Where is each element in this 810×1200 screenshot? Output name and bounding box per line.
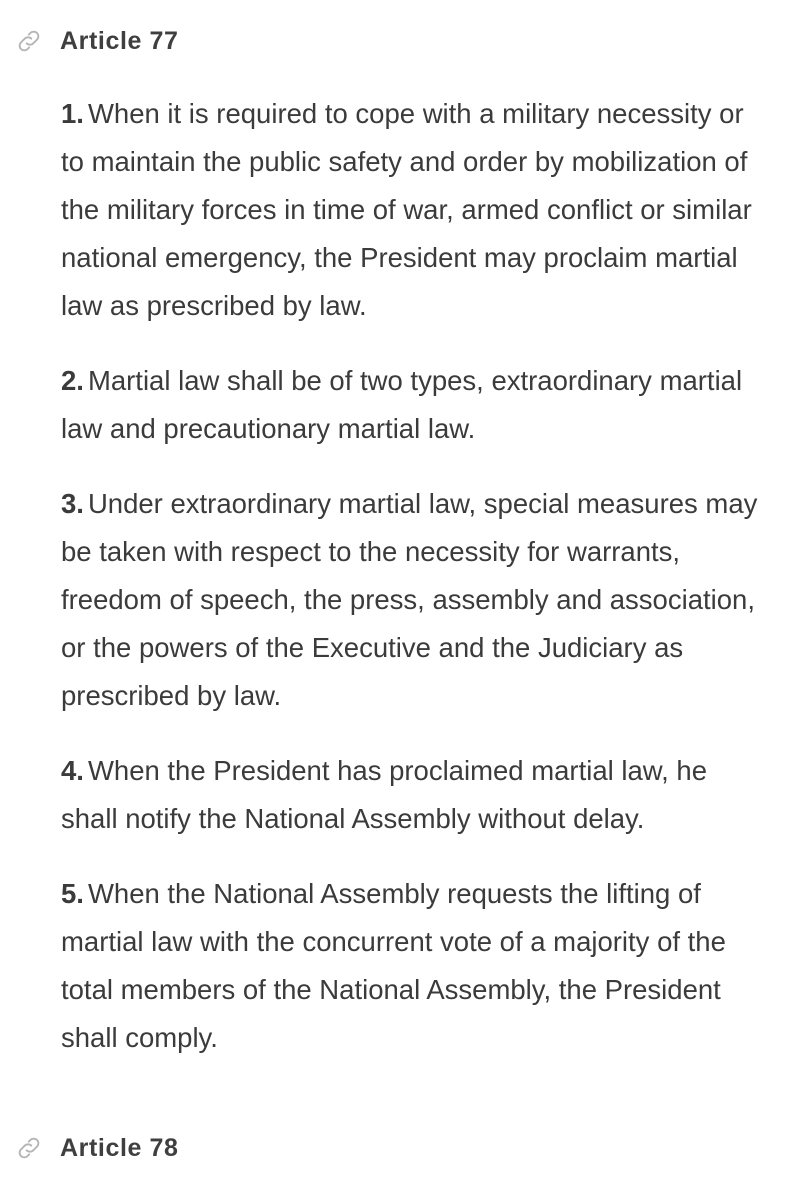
clause-text: Martial law shall be of two types, extraordinary martial law and precautionary martial law. xyxy=(61,365,743,444)
clause-text: When it is required to cope with a military necessity or to maintain the public safety and order by mobilization of the military forces in time of war, armed conflict or similar national emergency, the President may proclaim martial law as prescribed by law. xyxy=(61,98,752,321)
clause-number: 3. xyxy=(61,488,84,519)
article-title: Article 77 xyxy=(60,26,179,55)
link-icon[interactable] xyxy=(14,26,44,56)
clause-1 xyxy=(61,90,761,330)
article-77-heading[interactable] xyxy=(14,21,179,61)
clause-number: 1. xyxy=(61,98,84,129)
article-title: Article 78 xyxy=(60,1133,179,1162)
clause-2 xyxy=(61,357,761,453)
article-78-heading[interactable] xyxy=(14,1128,179,1168)
clause-number: 5. xyxy=(61,878,84,909)
clause-5 xyxy=(61,870,761,1062)
clause-text: When the National Assembly requests the lifting of martial law with the concurrent vote of a majority of the total members of the National Assembly, the President shall comply. xyxy=(61,878,726,1053)
clause-4 xyxy=(61,747,761,843)
article-77-clauses xyxy=(61,90,761,1089)
clause-text: When the President has proclaimed martial law, he shall notify the National Assembly without delay. xyxy=(61,755,707,834)
clause-3 xyxy=(61,480,761,720)
clause-text: Under extraordinary martial law, special measures may be taken with respect to the necessity for warrants, freedom of speech, the press, assembly and association, or the powers of the Executive and the Judiciary as prescribed by law. xyxy=(61,488,758,711)
link-icon[interactable] xyxy=(14,1133,44,1163)
clause-number: 2. xyxy=(61,365,84,396)
clause-number: 4. xyxy=(61,755,84,786)
